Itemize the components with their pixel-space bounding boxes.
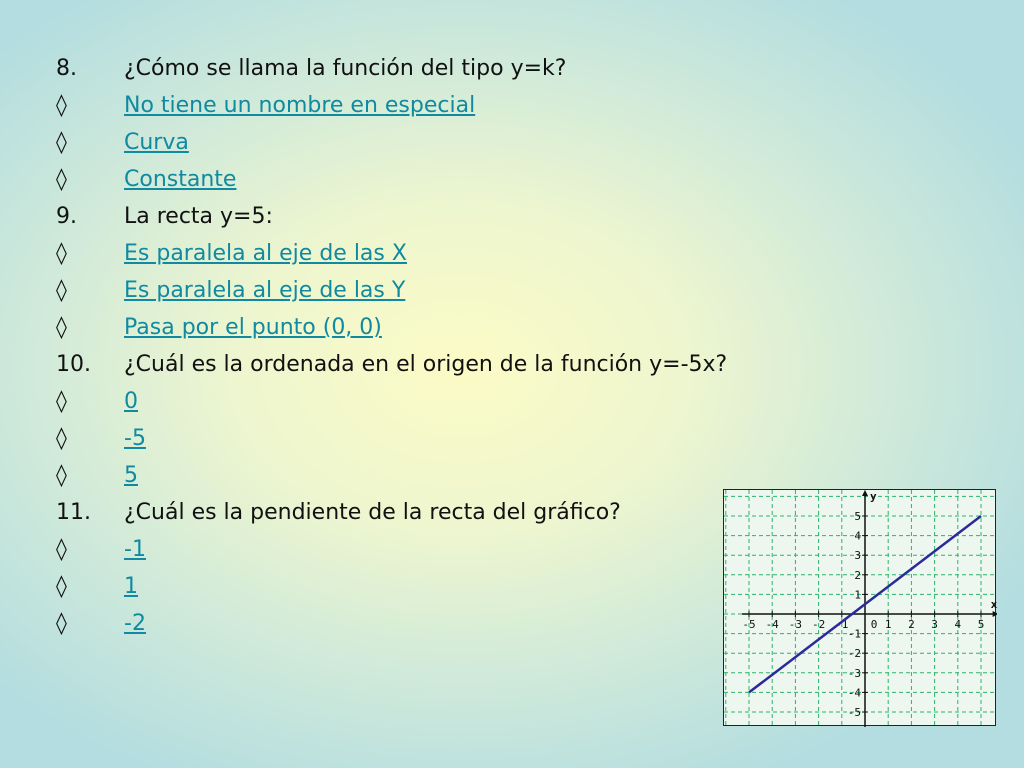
x-axis-arrow-icon — [993, 611, 997, 617]
x-tick-label: 1 — [884, 618, 892, 631]
x-tick-label: -5 — [742, 618, 756, 631]
diamond-bullet-icon: ◊ — [56, 93, 67, 118]
diamond-bullet-icon: ◊ — [56, 426, 67, 451]
x-tick-label: 0 — [870, 618, 878, 631]
x-tick-label: 5 — [977, 618, 985, 631]
y-tick-label: 1 — [854, 588, 861, 602]
diamond-bullet-icon: ◊ — [56, 315, 67, 340]
answer-link[interactable]: Es paralela al eje de las Y — [124, 278, 406, 303]
question-number: 9. — [56, 204, 77, 229]
y-tick-label: 5 — [854, 510, 861, 523]
question-number: 11. — [56, 500, 91, 525]
diamond-bullet-icon: ◊ — [56, 389, 67, 414]
y-axis-label: y — [870, 490, 877, 503]
question-3 — [0, 346, 1024, 383]
y-axis-arrow-icon — [862, 490, 868, 496]
x-tick-label: 4 — [954, 618, 962, 631]
question-number: 8. — [56, 56, 77, 81]
answer-link[interactable]: Curva — [124, 130, 189, 155]
question-1 — [0, 50, 1024, 87]
y-tick-label: 2 — [854, 568, 861, 582]
x-tick-label: -3 — [788, 618, 803, 631]
answer-option — [0, 272, 1024, 309]
x-tick-label: 3 — [931, 618, 938, 631]
x-tick-label: -1 — [835, 618, 849, 631]
answer-link[interactable]: -1 — [124, 537, 146, 562]
question-number: 10. — [56, 352, 91, 377]
diamond-bullet-icon: ◊ — [56, 130, 67, 155]
answer-link[interactable]: No tiene un nombre en especial — [124, 93, 476, 118]
answer-option — [0, 383, 1024, 420]
answer-link[interactable]: 5 — [124, 463, 138, 488]
x-axis-label: x — [990, 598, 997, 611]
diamond-bullet-icon: ◊ — [56, 611, 67, 636]
y-tick-label: -2 — [847, 647, 861, 661]
y-tick-label: -3 — [847, 666, 861, 680]
answer-link[interactable]: 1 — [124, 574, 138, 599]
question-text: ¿Cómo se llama la función del tipo y=k? — [124, 56, 567, 81]
answer-option — [0, 420, 1024, 457]
x-tick-label: -4 — [765, 618, 779, 631]
diamond-bullet-icon: ◊ — [56, 241, 67, 266]
diamond-bullet-icon: ◊ — [56, 167, 67, 192]
diamond-bullet-icon: ◊ — [56, 278, 67, 303]
answer-link[interactable]: -5 — [124, 426, 146, 451]
answer-option — [0, 124, 1024, 161]
answer-link[interactable]: Es paralela al eje de las X — [124, 241, 407, 266]
answer-option — [0, 87, 1024, 124]
diamond-bullet-icon: ◊ — [56, 463, 67, 488]
line-graph — [723, 489, 996, 726]
question-text: ¿Cuál es la ordenada en el origen de la función y=-5x? — [124, 352, 728, 377]
y-tick-label: 3 — [854, 549, 861, 563]
graph-svg — [724, 490, 997, 727]
answer-option — [0, 161, 1024, 198]
diamond-bullet-icon: ◊ — [56, 537, 67, 562]
x-tick-label: -2 — [811, 618, 826, 631]
answer-link[interactable]: -2 — [124, 611, 146, 636]
y-tick-label: -1 — [847, 627, 861, 641]
answer-option — [0, 309, 1024, 346]
x-tick-label: 2 — [908, 618, 915, 631]
question-text: ¿Cuál es la pendiente de la recta del gráfico? — [124, 500, 621, 525]
answer-link[interactable]: Pasa por el punto (0, 0) — [124, 315, 382, 340]
y-tick-label: -4 — [847, 686, 861, 700]
question-text: La recta y=5: — [124, 204, 273, 229]
y-tick-label: 4 — [854, 529, 861, 543]
y-tick-label: -5 — [847, 706, 861, 719]
answer-link[interactable]: 0 — [124, 389, 138, 414]
question-2 — [0, 198, 1024, 235]
answer-link[interactable]: Constante — [124, 167, 237, 192]
diamond-bullet-icon: ◊ — [56, 574, 67, 599]
answer-option — [0, 235, 1024, 272]
